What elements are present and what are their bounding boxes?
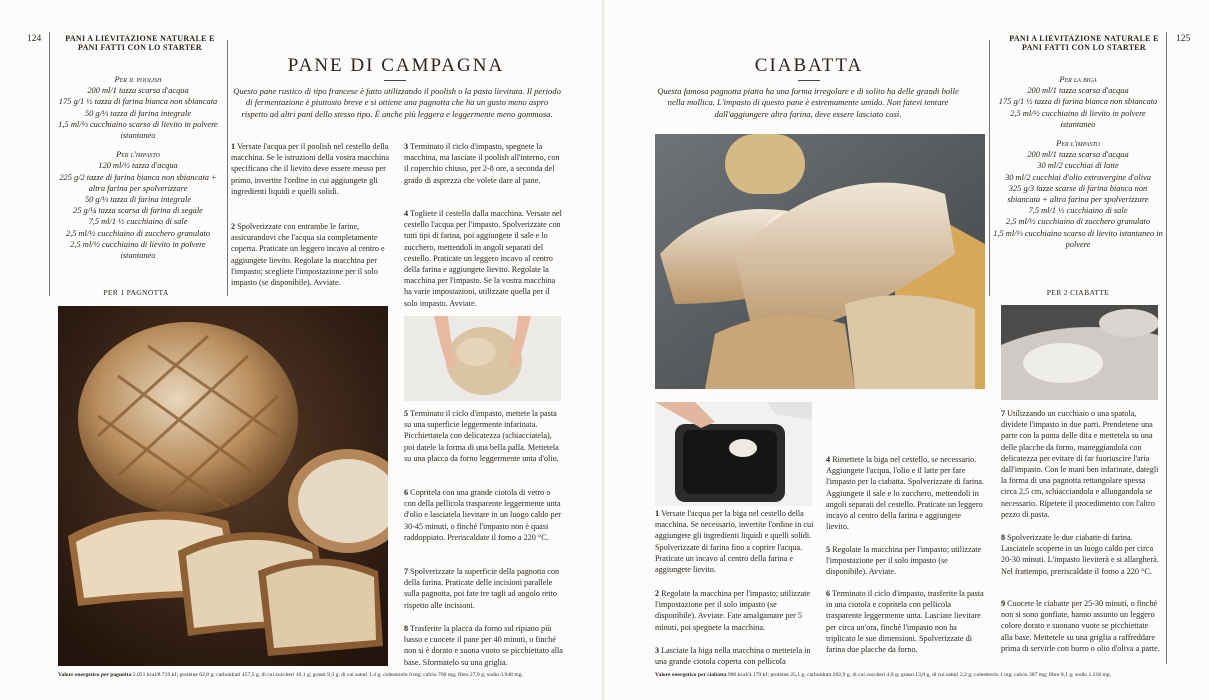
step-2: 2 Regolate la macchina per l'impasto; utilizzate l'impostazione per il solo impasto (se disponibile). Avviate. Fate amalgamare per 5 minuti, poi spegnete la macchina. xyxy=(655,589,811,632)
ingredient-item: 25 g/¼ tazza scarsa di farina di segale xyxy=(73,206,203,216)
step-5: 5 Terminato il ciclo d'impasto, mettete la pasta su una superficie leggermente infarinata. Picchiettatela con delicatezza (schiacciatela), poi datele la forma di una bella palla. Mettetela su una placca da forno leggermente unta d'olio. xyxy=(404,409,559,463)
step-1: 1 Versate l'acqua per la biga nel cestello della macchina. Se necessario, invertite l'ordine in cui aggiungete gli ingredienti liquidi e quelli solidi. Spolverizzate di farina fino a coprire l'acqua. Praticate un incavo al centro della farina e aggiungete lievito. xyxy=(655,509,814,575)
step-8: 8 Spolverizzate le due ciabatte di farina. Lasciatele scoperte in un luogo caldo per circa 20-30 minuti. L'impasto lieviterà e si allargherà. Nel frattempo, preriscaldate il forno a 220 °C. xyxy=(1001,533,1159,576)
impasto-header: Per l'impasto xyxy=(1056,139,1100,149)
margin-rule-left xyxy=(49,32,50,296)
intro-right: Questa famosa pagnotta piatta ha una forma irregolare e di solito ha delle grandi bolle nella mollica. L'impasto di questo pane è estremamente umido. Non fatevi tentare dall'aggiungere altra farina, deve essere lasciato così. xyxy=(657,86,959,119)
ingredient-item: 7,5 ml/1 ½ cucchiaino di sale xyxy=(88,217,188,227)
step-6: 6 Copritela con una grande ciotola di vetro o con della pellicola trasparente leggermente unta d'olio e lasciatela lievitare in un luogo caldo per 30-45 minuti, o finché l'impasto non è quasi raddoppiato. Preriscaldate il forno a 220 °C. xyxy=(404,488,561,542)
step-5: 5 Regolate la macchina per l'impasto; utilizzate l'impostazione per il solo impasto (se disponibile). Avviate. xyxy=(826,545,982,577)
ingredient-item: 325 g/3 tazze scarse di farina bianca non sbiancata + altra farina per spolverizzare xyxy=(1007,183,1149,205)
margin-rule-right xyxy=(1166,32,1167,664)
step-3: 3 Lasciate la biga nella macchina o mettetela in una grande ciotola coperta con pellicola xyxy=(655,646,811,667)
ingredients-left xyxy=(52,74,224,261)
nutrition-right: Valore energetico per ciabatta 986 kcal/4.179 kJ; proteine 25,1 g; carboidrati 202,9 g, di cui zuccheri 4,8 g; grassi 13,8 g, di cui saturi 2,2 g; colesterolo 1 mg; calcio 387 mg; fibre 8,1 g; sodio 1.218 mg. xyxy=(655,672,1112,678)
ingredient-item: 1,5 ml/⅓ cucchiaino scarso di lievito istantaneo in polvere xyxy=(993,228,1163,249)
column-rule-right xyxy=(989,40,990,296)
ciabatta-photo xyxy=(655,134,985,389)
step-2: 2 Spolverizzate con entrambe le farine, assicurandovi che l'acqua sia completamente coperta. Praticate un leggero incavo al centro e aggiungete lievito. Regolate la macchina per l'impasto; scegliete l'impostazione per il solo impasto (se disponibile). Avviate. xyxy=(231,222,385,288)
section-header-right: PANI A LIEVITAZIONE NATURALE E PANI FATTI CON LO STARTER xyxy=(1009,34,1159,52)
step-1: 1 Versate l'acqua per il poolish nel cestello della macchina. Se le istruzioni della vostra macchina specificano che il lievito deve essere messo per primo, invertite l'ordine in cui aggiungete gli ingredienti liquidi e quelli solidi. xyxy=(231,142,390,196)
recipe-title-left: PANE DI CAMPAGNA xyxy=(287,55,505,76)
section-header-left: PANI A LIEVITAZIONE NATURALE E PANI FATTI CON LO STARTER xyxy=(65,34,215,52)
ingredient-item: 30 ml/2 cucchiai d'olio extravergine d'oliva xyxy=(1005,172,1151,182)
biga-header: Per la biga xyxy=(1059,75,1097,84)
ingredient-item: 2,5 ml/½ cucchiaino di lievito in polvere istantaneo xyxy=(1010,108,1146,129)
page-number-left: 124 xyxy=(27,34,42,44)
step-9: 9 Cuocete le ciabatte per 25-30 minuti, o finché non si sono gonfiate, hanno assunto un leggero colore dorato e suonano vuote se picchiettate alla base. Mettetele su una griglia a raffreddare prima di servirle con burro o olio d'oliva a parte. xyxy=(1001,599,1160,653)
ingredient-item: 2,5 ml/½ cucchiaino di zucchero granulato xyxy=(65,228,211,238)
ingredients-right xyxy=(992,74,1164,250)
ingredient-item: 30 ml/2 cucchiai di latte xyxy=(1037,161,1119,171)
bread-machine-photo xyxy=(655,402,812,506)
ingredient-item: 50 g/⅓ tazza di farina integrale xyxy=(84,195,192,205)
serves-left: PER 1 PAGNOTTA xyxy=(103,288,169,297)
poolish-header: Per il poolish xyxy=(114,75,162,84)
recipe-title-right: CIABATTA xyxy=(754,55,864,76)
step-8: 8 Trasferite la placca da forno sul ripiano più basso e cuocete il pane per 40 minuti, o finché non si è dorato e suona vuoto se picchiettato alla base. Sformatelo su una griglia. xyxy=(404,624,563,667)
ingredient-item: 2,5 ml/½ cucchiaino di lievito in polvere istantaneo xyxy=(70,239,206,261)
impasto-header: Per l'impasto xyxy=(116,150,160,160)
ingredient-item: 200 ml/1 tazza scarsa d'acqua xyxy=(1027,150,1129,160)
ingredient-item: 175 g/1 ½ tazza di farina bianca non sbiancata xyxy=(998,97,1158,107)
column-rule-left xyxy=(227,40,228,296)
ingredient-item: 225 g/2 tazze di farina bianca non sbiancata + altra farina per spolverizzare xyxy=(59,172,217,193)
ingredient-item: 50 g/⅓ tazza di farina integrale xyxy=(84,108,192,118)
flour-dusting-photo xyxy=(1001,305,1158,400)
step-3: 3 Terminato il ciclo d'impasto, spegnete la macchina, ma lasciate il poolish all'interno, con il coperchio chiuso, per 2-8 ore, a seconda del grado di asprezza che volete dare al pane. xyxy=(404,142,560,185)
step-4: 4 Rimettete la biga nel cestello, se necessario. Aggiungete l'acqua, l'olio e il latte per fare l'impasto per la ciabatta. Spolverizzate di farina. Aggiungete il sale e lo zucchero, mettendoli in angoli separati del cestello. Praticate un leggero incavo al centro della farina e aggiungete lievito. xyxy=(826,455,984,532)
ingredient-item: 120 ml/½ tazza d'acqua xyxy=(98,161,178,171)
ingredient-item: 2,5 ml/½ cucchiaino di zucchero granulato xyxy=(1005,217,1151,227)
ingredient-item: 175 g/1 ½ tazza di farina bianca non sbiancata xyxy=(58,97,218,107)
step-7: 7 Spolverizzate la superficie della pagnotta con della farina. Praticate delle incisioni parallele sulla pagnotta, poi fate tre tagli ad angolo retto rispetto alle incisioni. xyxy=(404,567,560,610)
step-7: 7 Utilizzando un cucchiaio o una spatola, dividete l'impasto in due parti. Prendetene una parte con la punta delle dita e mettetela su una delle placche da forno, maneggiandola con delicatezza per evitare di far fuoriuscire l'aria dall'impasto. Con le mani ben infarinate, dategli la forma di una pagnotta rettangolare spessa circa 2,5 cm, schiacciandola e allungandola se necessario. Ripetete il procedimento con l'altro pezzo di pasta. xyxy=(1001,409,1159,519)
intro-left: Questo pane rustico di tipo francese è fatto utilizzando il poolish o la pasta lievitata. Il periodo di fermentazione è piuttosto breve e si ottiene una pagnotta che ha un gusto meno aspro rispetto ad altri pani dello stesso tipo. È anche più leggera e leggermente meno gommosa. xyxy=(233,86,561,119)
ingredient-item: 1,5 ml/⅓ cucchiaino scarso di lievito in polvere istantaneo xyxy=(58,119,218,141)
title-rule-right xyxy=(798,80,820,81)
shaping-dough-photo xyxy=(404,316,561,401)
ingredient-item: 200 ml/1 tazza scarsa d'acqua xyxy=(87,86,189,96)
pane-di-campagna-photo xyxy=(58,306,388,666)
step-6: 6 Terminato il ciclo d'impasto, trasferite la pasta in una ciotola e copritela con pellicola trasparente leggermente unta. Lasciate lievitare per circa un'ora, finché l'impasto non ha triplicato le sue dimensioni. Spolverizzate di farina due placche da forno. xyxy=(826,589,984,655)
serves-right: PER 2 CIABATTE xyxy=(1046,288,1110,297)
page-number-right: 125 xyxy=(1176,34,1191,44)
ingredient-item: 7,5 ml/1 ½ cucchiaino di sale xyxy=(1028,206,1128,216)
step-4: 4 Togliete il cestello dalla macchina. Versate nel cestello l'acqua per l'impasto. Spolverizzate con tutti tipi di farina, poi aggiungete il sale e lo zucchero, mettendoli in angoli separati del cestello. Praticate un leggero incavo al centro della farina e aggiungete lievito. Regolate la macchina per l'impasto. Se la vostra macchina ha varie impostazioni, utilizzate quella per il solo impasto. Avviate. xyxy=(404,209,562,308)
ingredient-item: 200 ml/1 tazza scarsa d'acqua xyxy=(1027,86,1129,96)
left-page xyxy=(0,0,604,700)
nutrition-left: Valore energetico per pagnotta 2.051 kcal/8.719 kJ; proteine 62,8 g; carboidrati 457,3 g, di cui zuccheri 10,1 g; grassi 9,3 g, di cui saturi 1,4 g; colesterolo 0 mg; calcio 700 mg; fibre 27,9 g; sodio 3.948 mg. xyxy=(58,672,523,678)
title-rule-left xyxy=(384,80,406,81)
right-page xyxy=(605,0,1209,700)
